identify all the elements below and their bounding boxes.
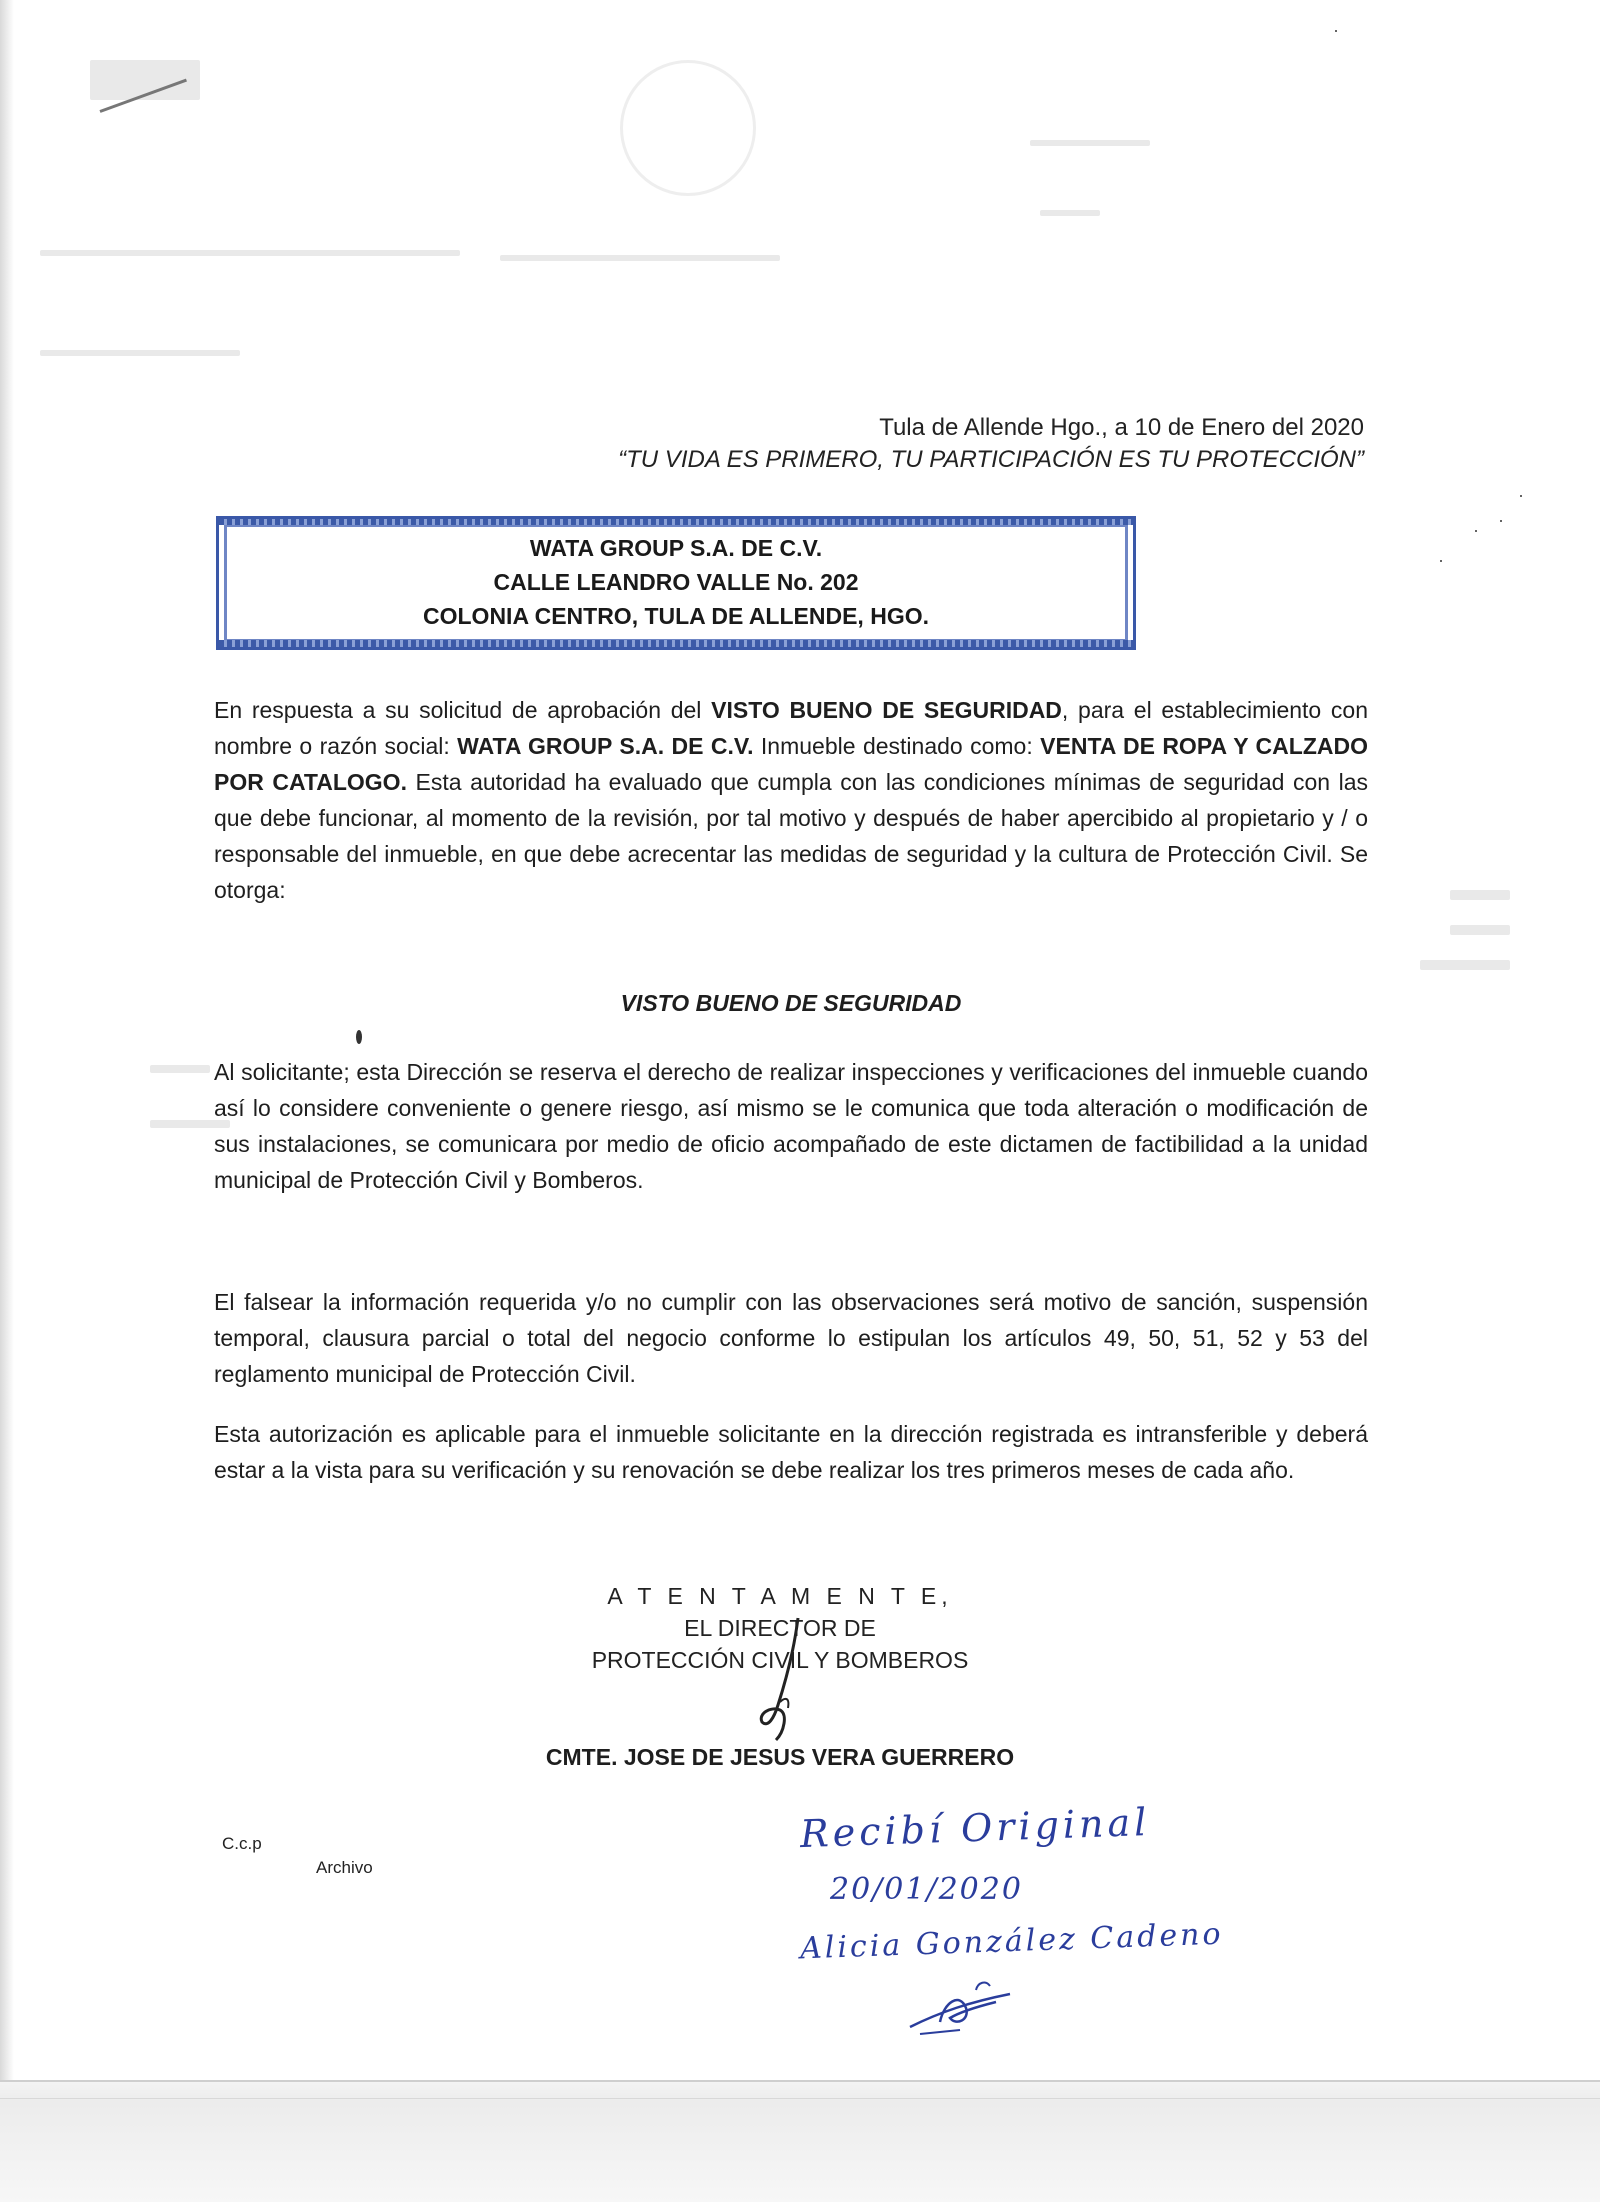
scan-speck	[1475, 530, 1477, 532]
p1-text: Esta autoridad ha evaluado que cumpla con las condiciones mínimas de seguridad con las que debe funcionar, al momento de la revisión, por tal motivo y después de haber apercibido al propietario y / o responsable del inmueble, en que debe acrecentar las medidas de seguridad y la cultura de Protección Civil. Se otorga:	[214, 769, 1368, 903]
handwritten-receipt	[790, 1799, 1290, 2036]
bleed-through-mark	[1040, 210, 1100, 216]
scan-speck	[1440, 560, 1442, 562]
addressee-street: CALLE LEANDRO VALLE No. 202	[493, 569, 859, 595]
scan-speck	[356, 1030, 362, 1044]
p1-bold-visto-bueno: VISTO BUENO DE SEGURIDAD	[711, 697, 1062, 723]
p1-bold-use: VENTA DE ROPA Y CALZADO POR CATALOGO.	[214, 733, 1368, 795]
bleed-through-mark	[150, 1065, 210, 1073]
p1-bold-company: WATA GROUP S.A. DE C.V.	[457, 733, 754, 759]
handwritten-name: Alicia González Cadeno	[799, 1916, 1225, 1967]
p1-text: Inmueble destinado como:	[753, 733, 1041, 759]
bleed-through-mark	[1420, 960, 1510, 970]
addressee-lines	[219, 531, 1133, 633]
date-and-motto	[618, 412, 1364, 476]
handwritten-initials	[900, 1972, 1040, 2042]
handwritten-date: 20/01/2020	[830, 1872, 1023, 1907]
ccp-label: C.c.p	[222, 1834, 262, 1853]
director-signature	[740, 1610, 820, 1750]
scan-speck	[1335, 30, 1337, 32]
signer-name: CMTE. JOSE DE JESUS VERA GUERRERO	[545, 1744, 1015, 1770]
p1-text: En respuesta a su solicitud de aprobación del	[214, 697, 712, 723]
closing-title: EL DIRECTOR DE	[684, 1615, 876, 1641]
handwritten-received: Recibí Original	[799, 1799, 1151, 1857]
paragraph-sanctions: El falsear la información requerida y/o no cumplir con las observaciones será motivo de sanción, suspensión temporal, clausura parcial o total del negocio conforme lo estipulan los artículos 49, 50, 51, 52 y 53 del reglamento municipal de Protección Civil.	[214, 1289, 1368, 1387]
addressee-city: COLONIA CENTRO, TULA DE ALLENDE, HGO.	[423, 603, 929, 629]
place-date: Tula de Allende Hgo., a 10 de Enero del 2020	[879, 414, 1364, 441]
bleed-through-seal	[620, 60, 756, 196]
addressee-company: WATA GROUP S.A. DE C.V.	[529, 535, 823, 561]
addressee-box-bottom-border	[219, 640, 1133, 647]
bleed-through-mark	[40, 350, 240, 356]
paragraph-authorization: Esta autorización es aplicable para el inmueble solicitante en la dirección registrada es intransferible y deberá estar a la vista para su verificación y su renovación se debe realizar los tres primeros meses de cada año.	[214, 1421, 1368, 1483]
bleed-through-mark	[1450, 890, 1510, 900]
addressee-box-top-border	[219, 519, 1133, 525]
scan-speck	[1520, 495, 1522, 497]
paragraph-inspections: Al solicitante; esta Dirección se reserva el derecho de realizar inspecciones y verificaciones del inmueble cuando así lo considere conveniente o genere riesgo, así mismo se le comunica que toda alteración o modificación de sus instalaciones, se comunicara por medio de oficio acompañado de este dictamen de factibilidad a la unidad municipal de Protección Civil y Bomberos.	[214, 1059, 1368, 1193]
scan-edge-shadow	[0, 0, 14, 2200]
bleed-through-mark	[40, 250, 460, 256]
scan-speck	[1500, 520, 1502, 522]
paragraph-request	[214, 692, 1368, 908]
bleed-through-mark	[500, 255, 780, 261]
closing-atentamente: A T E N T A M E N T E,	[607, 1583, 953, 1609]
bleed-through-mark	[1030, 140, 1150, 146]
scan-bottom-line	[0, 2098, 1600, 2099]
p1-text: , para el establecimiento con nombre o razón social:	[214, 697, 1369, 759]
motto: “TU VIDA ES PRIMERO, TU PARTICIPACIÓN ES TU PROTECCIÓN”	[618, 446, 1364, 473]
addressee-box	[216, 516, 1136, 650]
ccp-archivo: Archivo	[316, 1858, 373, 1877]
closing-department: PROTECCIÓN CIVIL Y BOMBEROS	[591, 1647, 969, 1673]
bleed-through-mark	[1450, 925, 1510, 935]
section-title: VISTO BUENO DE SEGURIDAD	[620, 990, 962, 1016]
